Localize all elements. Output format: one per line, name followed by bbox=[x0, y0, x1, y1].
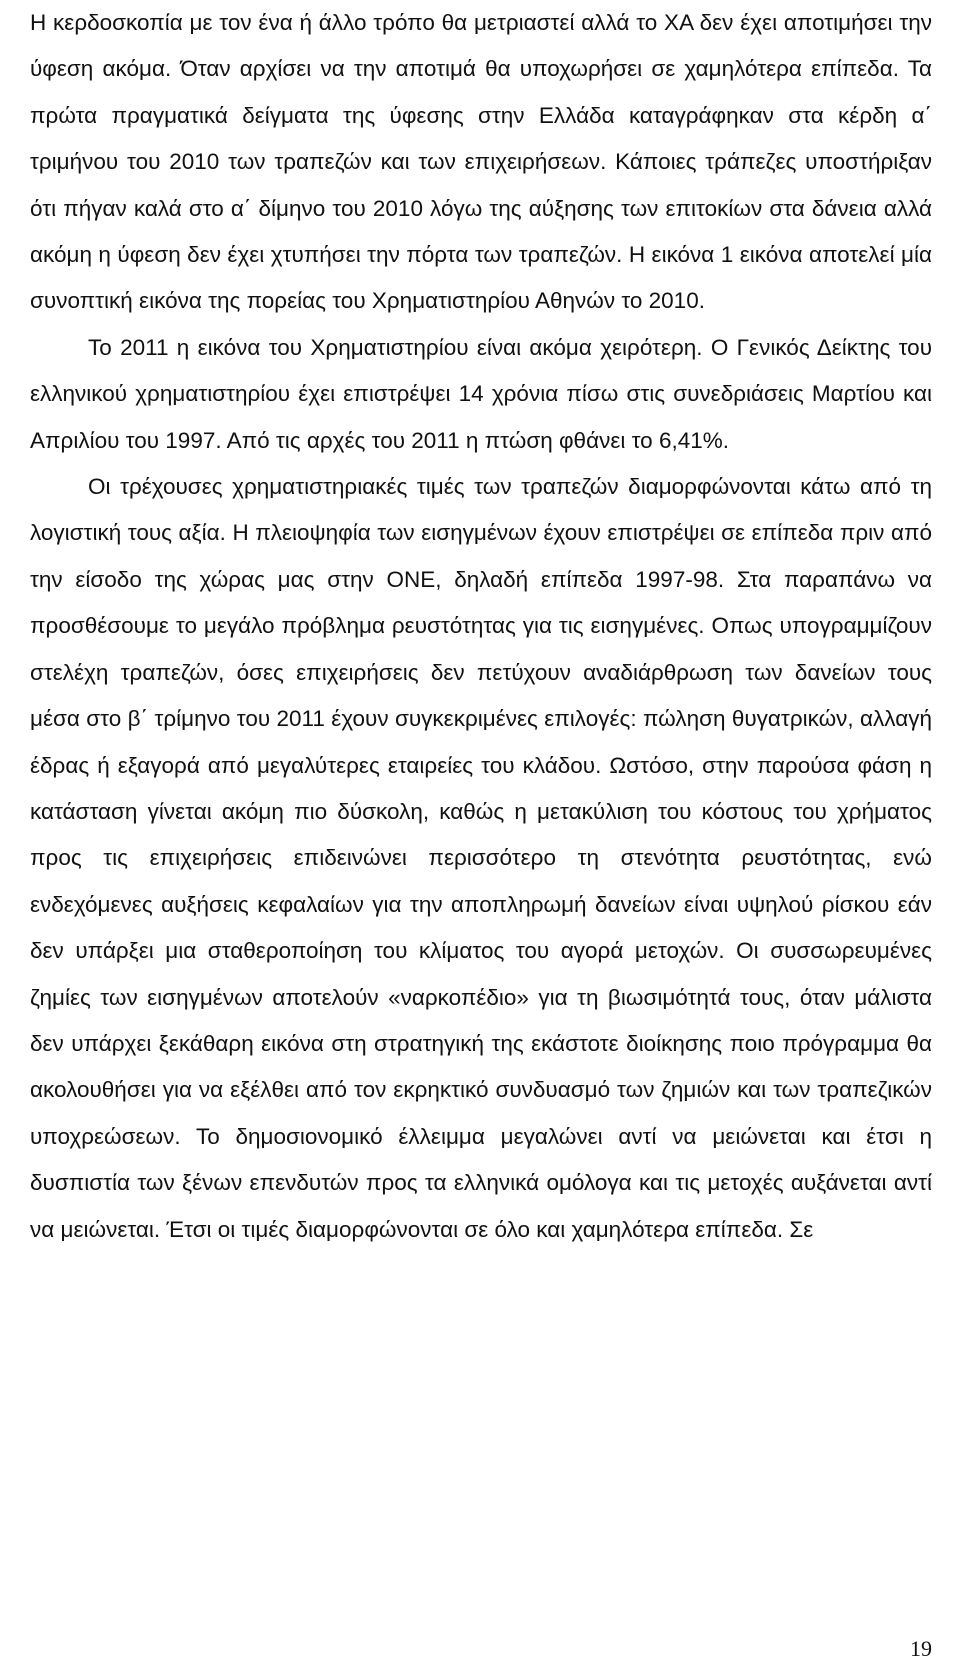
page-number: 19 bbox=[910, 1636, 932, 1661]
paragraph-3: Οι τρέχουσες χρηματιστηριακές τιμές των τραπεζών διαμορφώνονται κάτω από τη λογιστική τους αξία. Η πλειοψηφία των εισηγμένων έχουν επιστρέψει σε επίπεδα πριν από την είσοδο της χώρας μας στην ΟΝΕ, δηλαδή επίπεδα 1997-98. Στα παραπάνω να προσθέσουμε το μεγάλο πρόβλημα ρευστότητας για τις εισηγμένες. Οπως υπογραμμίζουν στελέχη τραπεζών, όσες επιχειρήσεις δεν πετύχουν αναδιάρθρωση των δανείων τους μέσα στο β΄ τρίμηνο του 2011 έχουν συγκεκριμένες επιλογές: πώληση θυγατρικών, αλλαγή έδρας ή εξαγορά από μεγαλύτερες εταιρείες του κλάδου. Ωστόσο, στην παρούσα φάση η κατάσταση γίνεται ακόμη πιο δύσκολη, καθώς η μετακύλιση του κόστους του χρήματος προς τις επιχειρήσεις επιδεινώνει περισσότερο τη στενότητα ρευστότητας, ενώ ενδεχόμενες αυξήσεις κεφαλαίων για την αποπληρωμή δανείων είναι υψηλού ρίσκου εάν δεν υπάρξει μια σταθεροποίηση του κλίματος του αγορά μετοχών. Οι συσσωρευμένες ζημίες των εισηγμένων αποτελούν «ναρκοπέδιο» για τη βιωσιμότητά τους, όταν μάλιστα δεν υπάρχει ξεκάθαρη εικόνα στη στρατηγική της εκάστοτε διοίκησης ποιο πρόγραμμα θα ακολουθήσει για να εξέλθει από τον εκρηκτικό συνδυασμό των ζημιών και των τραπεζικών υποχρεώσεων. Το δημοσιονομικό έλλειμμα μεγαλώνει αντί να μειώνεται και έτσι η δυσπιστία των ξένων επενδυτών προς τα ελληνικά ομόλογα και τις μετοχές αυξάνεται αντί να μειώνεται. Έτσι οι τιμές διαμορφώνονται σε όλο και χαμηλότερα επίπεδα. Σε bbox=[30, 474, 932, 1242]
paragraph-2: Το 2011 η εικόνα του Χρηματιστηρίου είναι ακόμα χειρότερη. Ο Γενικός Δείκτης του ελληνικού χρηματιστηρίου έχει επιστρέψει 14 χρόνια πίσω στις συνεδριάσεις Μαρτίου και Απριλίου του 1997. Από τις αρχές του 2011 η πτώση φθάνει το 6,41%. bbox=[30, 334, 932, 453]
body-text bbox=[30, 0, 932, 1253]
paragraph-1: Η κερδοσκοπία με τον ένα ή άλλο τρόπο θα μετριαστεί αλλά το ΧΑ δεν έχει αποτιμήσει την ύφεση ακόμα. Όταν αρχίσει να την αποτιμά θα υποχωρήσει σε χαμηλότερα επίπεδα. Τα πρώτα πραγματικά δείγματα της ύφεσης στην Ελλάδα καταγράφηκαν στα κέρδη α΄ τριμήνου του 2010 των τραπεζών και των επιχειρήσεων. Κάποιες τράπεζες υποστήριξαν ότι πήγαν καλά στο α΄ δίμηνο του 2010 λόγω της αύξησης των επιτοκίων στα δάνεια αλλά ακόμη η ύφεση δεν έχει χτυπήσει την πόρτα των τραπεζών. Η εικόνα 1 εικόνα αποτελεί μία συνοπτική εικόνα της πορείας του Χρηματιστηρίου Αθηνών το 2010. bbox=[30, 10, 932, 314]
